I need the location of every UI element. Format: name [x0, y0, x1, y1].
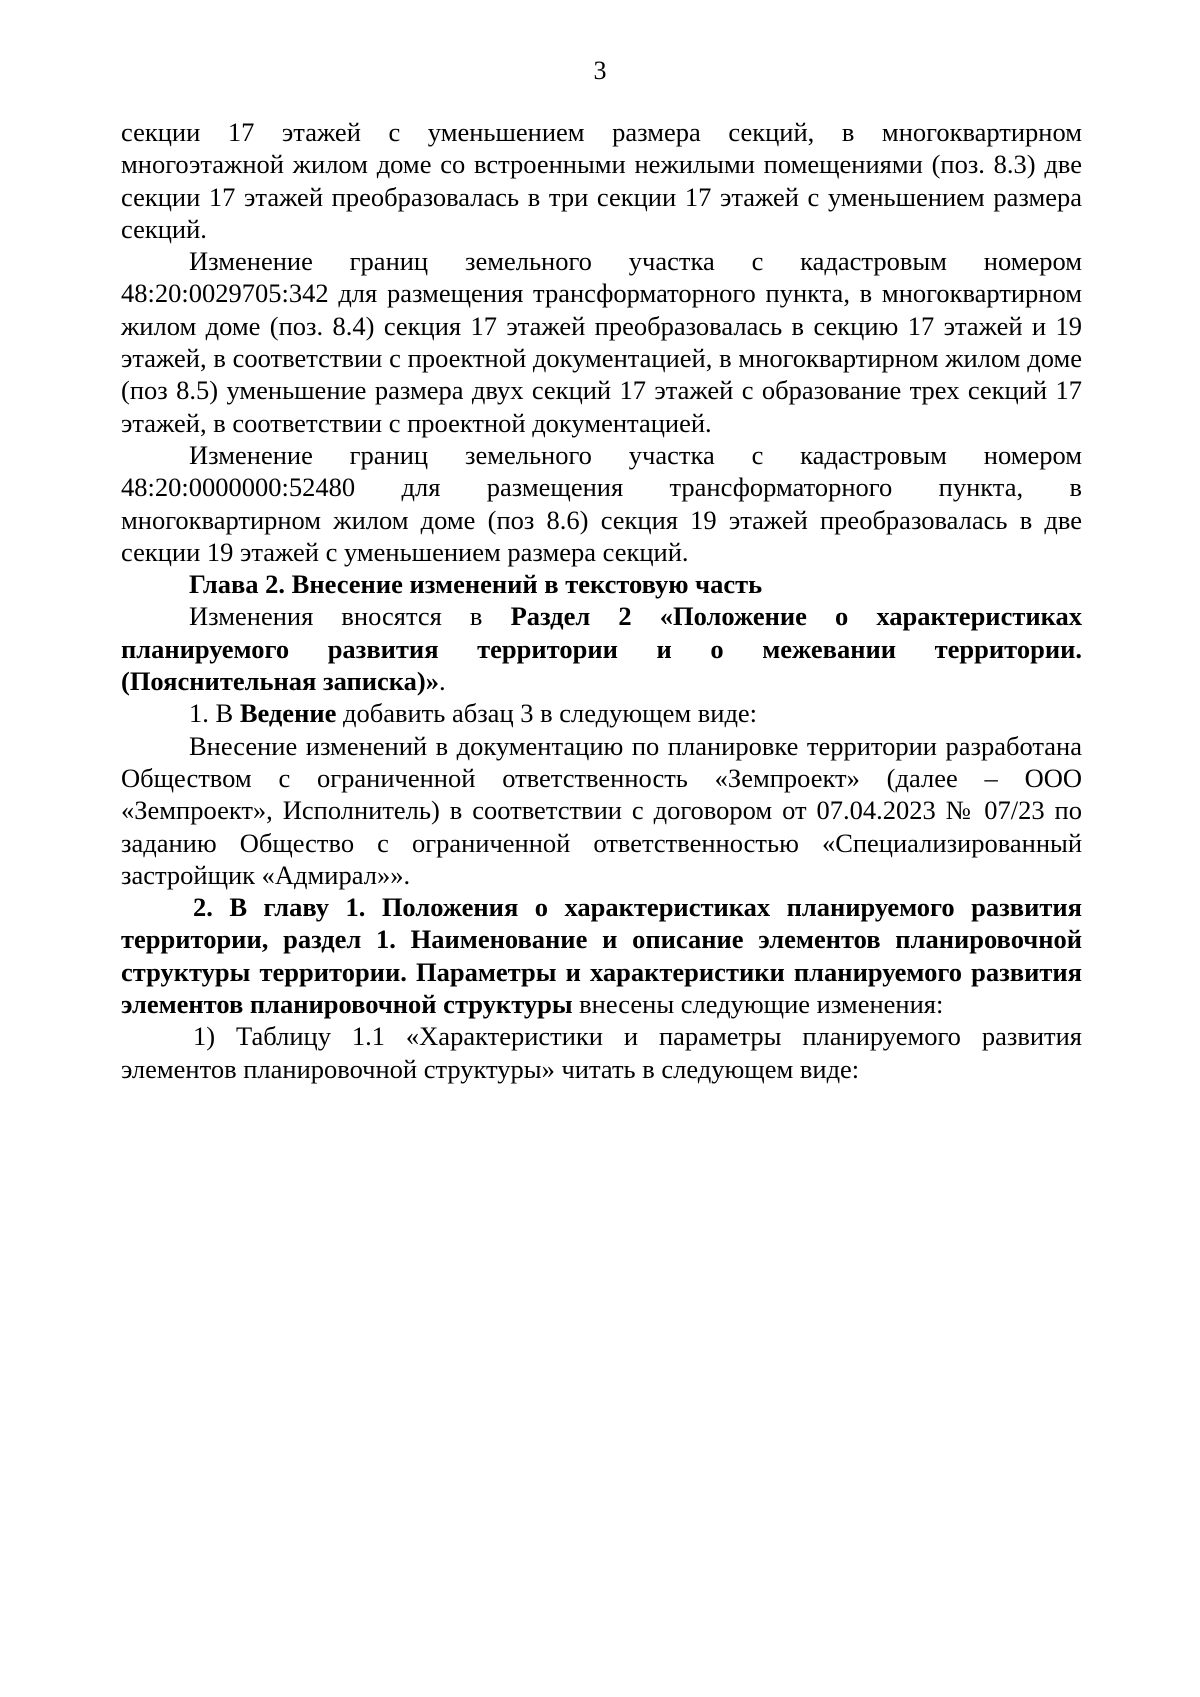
item-1-text: добавить абзац 3 в следующем виде: — [336, 698, 758, 729]
section-2-title: Раздел 2 «Положение о характеристиках планируемого развития территории и о межевании территории. (Пояснительная записка)» — [121, 601, 1082, 697]
chapter-2-heading: Глава 2. Внесение изменений в текстовую часть — [189, 569, 763, 600]
item-2-text: внесены следующие изменения: — [572, 989, 944, 1020]
paragraph-developer-info: Внесение изменений в документацию по планировке территории разработана Обществом с ограниченной ответственность «Земпроект» (далее – ООО «Земпроект», Исполнитель) в соответствии с договором от 07.04.2023 № 07/23 по заданию Общество с ограниченной ответственностью «Специализированный застройщик «Адмирал»». — [121, 730, 1082, 890]
page-number: 3 — [593, 56, 607, 85]
item-1-bold-term: Ведение — [239, 698, 337, 729]
list-item-2 — [121, 891, 1082, 1020]
item-2-bold-title: 2. В главу 1. Положения о характеристиках планируемого развития территории, раздел 1. Наименование и описание элементов планировочной структуры территории. Параметры и характеристики планируемого развития элементов планировочной структуры — [121, 892, 1082, 1020]
paragraph-boundary-change-2: Изменение границ земельного участка с кадастровым номером 48:20:0000000:52480 для размещения трансформаторного пункта, в многоквартирном жилом доме (поз 8.6) секция 19 этажей преобразовалась в две секции 19 этажей с уменьшением размера секций. — [121, 439, 1082, 567]
changes-intro-text: Изменения вносятся в — [189, 601, 511, 632]
changes-intro-end: . — [439, 666, 446, 697]
item-1-prefix: 1. В — [189, 698, 240, 729]
sub-item-1: 1) Таблицу 1.1 «Характеристики и параметры планируемого развития элементов планировочной структуры» читать в следующем виде: — [121, 1021, 1082, 1084]
paragraph-changes-intro — [121, 600, 1082, 697]
list-item-1 — [121, 697, 1082, 729]
paragraph-boundary-change-1: Изменение границ земельного участка с кадастровым номером 48:20:0029705:342 для размещения трансформаторного пункта, в многоквартирном жилом доме (поз. 8.4) секция 17 этажей преобразовалась в секцию 17 этажей и 19 этажей, в соответствии с проектной документацией, в многоквартирном жилом доме (поз 8.5) уменьшение размера двух секций 17 этажей с образование трех секций 17 этажей, в соответствии с проектной документацией. — [121, 246, 1082, 438]
paragraph-continuation: секции 17 этажей с уменьшением размера секций, в многоквартирном многоэтажной жилом доме со встроенными нежилыми помещениями (поз. 8.3) две секции 17 этажей преобразовалась в три секции 17 этажей с уменьшением размера секций. — [121, 117, 1082, 244]
document-body — [121, 116, 1082, 1085]
